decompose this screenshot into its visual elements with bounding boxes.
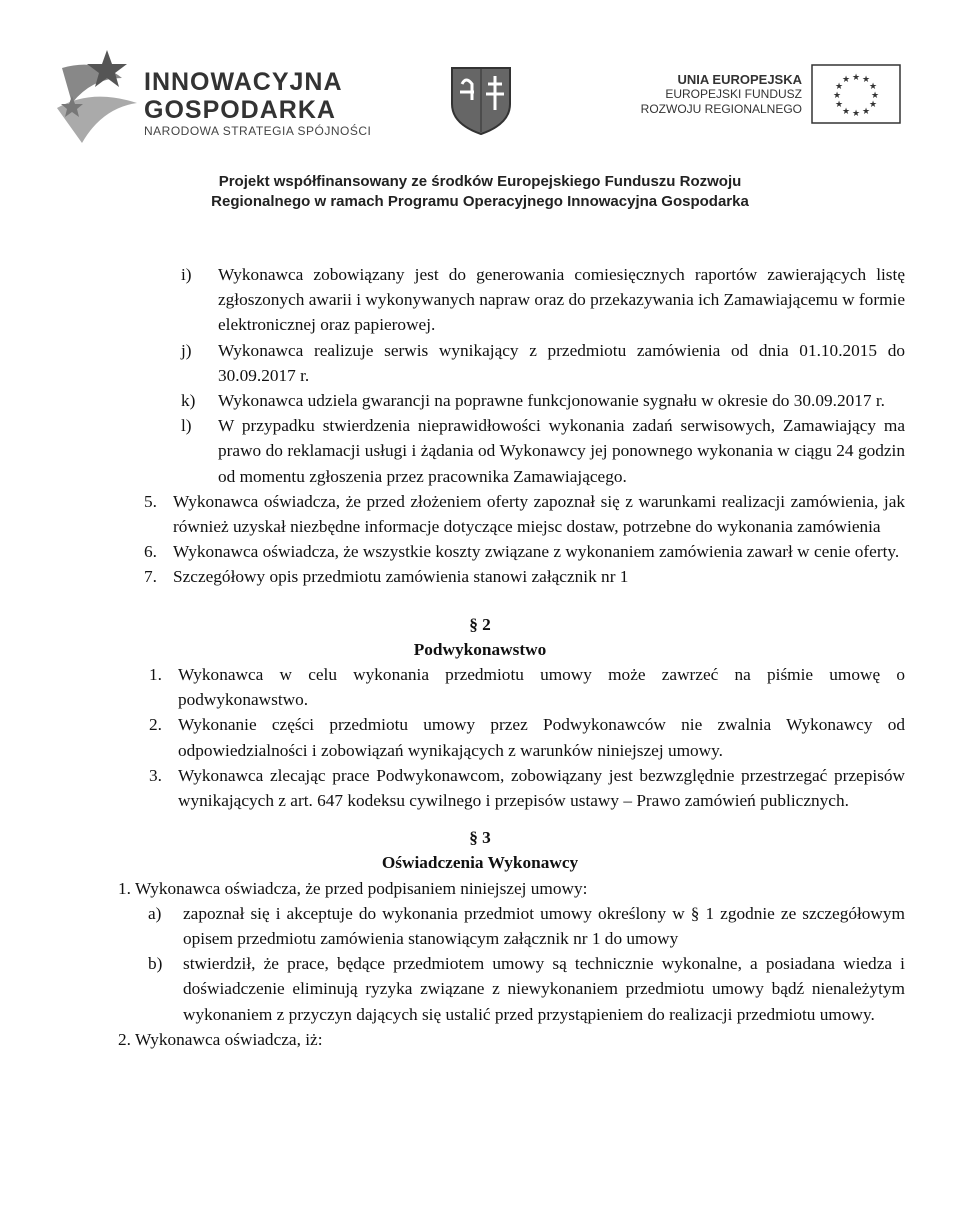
section-3-title: Oświadczenia Wykonawcy — [381, 853, 579, 873]
list-marker: 7. — [144, 567, 157, 587]
funding-line1: Projekt współfinansowany ze środków Europejskiego Funduszu Rozwoju — [218, 173, 742, 190]
list-item-text: zapoznał się i akceptuje do wykonania przedmiot umowy określony w § 1 zgodnie ze szczegółowym opisem przedmiotu zamówienia stanowiącym załącznik nr 1 do umowy — [183, 903, 905, 949]
document-body — [0, 262, 960, 1052]
eu-line3: ROZWOJU REGIONALNEGO — [640, 102, 802, 116]
svg-text:★: ★ — [870, 91, 880, 101]
list-item — [0, 951, 960, 1027]
list-item — [0, 489, 960, 539]
list-item-text: Wykonawca zlecając prace Podwykonawcom, zobowiązany jest bezwzględnie przestrzegać przepisów wynikających z art. 647 kodeksu cywilnego i przepisów ustawy – Prawo zamówień publicznych. — [178, 765, 905, 811]
ig-title-line2: GOSPODARKA — [144, 96, 336, 124]
eu-logo-text — [641, 72, 802, 117]
svg-text:★: ★ — [841, 107, 851, 117]
list-marker: 5. — [144, 491, 157, 511]
svg-text:★: ★ — [841, 75, 851, 85]
list-item — [0, 388, 960, 413]
list-item — [0, 338, 960, 388]
svg-text:★: ★ — [834, 82, 844, 92]
svg-text:★: ★ — [868, 82, 878, 92]
list-marker: k) — [181, 391, 196, 411]
list-item-text: Wykonawca zobowiązany jest do generowania comiesięcznych raportów zawierających listę zgłoszonych awarii i wykonywanych napraw oraz do przekazywania ich Zamawiającemu w formie elektronicznej oraz papierowej. — [218, 265, 905, 335]
page-header — [0, 0, 960, 225]
section-3-item-2: 2. Wykonawca oświadcza, iż: — [118, 1029, 323, 1049]
svg-text:★: ★ — [851, 73, 861, 83]
funding-statement — [0, 172, 960, 212]
svg-text:★: ★ — [851, 109, 861, 119]
list-marker: l) — [181, 416, 192, 436]
list-item-text: Wykonawca udziela gwarancji na poprawne funkcjonowanie sygnału w okresie do 30.09.2017 r. — [218, 391, 885, 411]
list-item-text: Wykonawca oświadcza, że wszystkie koszty związane z wykonaniem zamówienia zawarł w cenie oferty. — [173, 542, 900, 562]
svg-text:★: ★ — [861, 107, 871, 117]
section-2-title: Podwykonawstwo — [413, 639, 547, 659]
list-marker: 3. — [149, 765, 162, 785]
list-item-text: Wykonawca realizuje serwis wynikający z przedmiotu zamówienia od dnia 01.10.2015 do 30.09.2017 r. — [218, 340, 905, 385]
funding-line2: Regionalnego w ramach Programu Operacyjnego Innowacyjna Gospodarka — [211, 193, 749, 210]
list-marker: j) — [181, 340, 192, 360]
list-item — [0, 662, 960, 712]
list-item — [0, 564, 960, 589]
svg-text:★: ★ — [834, 100, 844, 110]
list-item — [0, 712, 960, 762]
innowacyjna-gospodarka-logo — [52, 48, 382, 148]
list-marker: i) — [181, 265, 192, 284]
svg-text:★: ★ — [832, 91, 842, 101]
ig-subtitle: NARODOWA STRATEGIA SPÓJNOŚCI — [144, 124, 372, 138]
section-3-item-1: 1. Wykonawca oświadcza, że przed podpisaniem niniejszej umowy: — [118, 878, 588, 898]
list-item-text: Wykonawca w celu wykonania przedmiotu umowy może zawrzeć na piśmie umowę o podwykonawstwo. — [178, 665, 905, 710]
ig-title-line1: INNOWACYJNA — [144, 68, 343, 96]
list-item-text: W przypadku stwierdzenia nieprawidłowości wykonania zadań serwisowych, Zamawiający ma prawo do reklamacji usługi i żądania od Wykonawcy jej ponownego wykonania w ciągu 24 godzin od momentu zgłoszenia przez pracownika Zamawiającego. — [218, 416, 905, 486]
list-marker: a) — [148, 903, 162, 923]
list-marker: 6. — [144, 542, 157, 562]
svg-text:★: ★ — [868, 100, 878, 110]
svg-text:★: ★ — [861, 75, 871, 85]
list-marker: 2. — [149, 715, 162, 735]
eu-line1: UNIA EUROPEJSKA — [677, 72, 802, 87]
eu-line2: EUROPEJSKI FUNDUSZ — [665, 87, 802, 101]
eu-flag-icon — [811, 64, 901, 124]
list-item — [0, 763, 960, 813]
list-item — [0, 262, 960, 338]
section-2-number: § 2 — [469, 614, 491, 634]
list-marker: 1. — [149, 665, 162, 685]
list-item — [0, 413, 960, 489]
list-item-text: Szczegółowy opis przedmiotu zamówienia stanowi załącznik nr 1 — [173, 567, 629, 587]
list-item-text: Wykonawca oświadcza, że przed złożeniem oferty zapoznał się z warunkami realizacji zamówienia, jak również uzyskał niezbędne informacje dotyczące miejsc dostaw, potrzebne do wykonania zamówienia — [173, 491, 905, 537]
list-item-text: stwierdził, że prace, będące przedmiotem umowy są technicznie wykonalne, a posiadana wiedza i doświadczenie eliminują ryzyka związane z niewykonaniem przedmiotu umowy bądź nienależytym wykonaniem z przyczyn dających się ustalić przed przystąpieniem do realizacji przedmiotu umowy. — [183, 954, 905, 1024]
section-3-number: § 3 — [469, 828, 491, 848]
list-item — [0, 539, 960, 564]
list-item — [0, 901, 960, 951]
ig-star-mark-icon — [52, 48, 142, 148]
list-marker: b) — [148, 954, 163, 974]
coat-of-arms-icon — [450, 66, 512, 136]
list-item-text: Wykonanie części przedmiotu umowy przez Podwykonawców nie zwalnia Wykonawcy od odpowiedzialności i zobowiązań wynikających z warunków niniejszej umowy. — [178, 715, 905, 760]
